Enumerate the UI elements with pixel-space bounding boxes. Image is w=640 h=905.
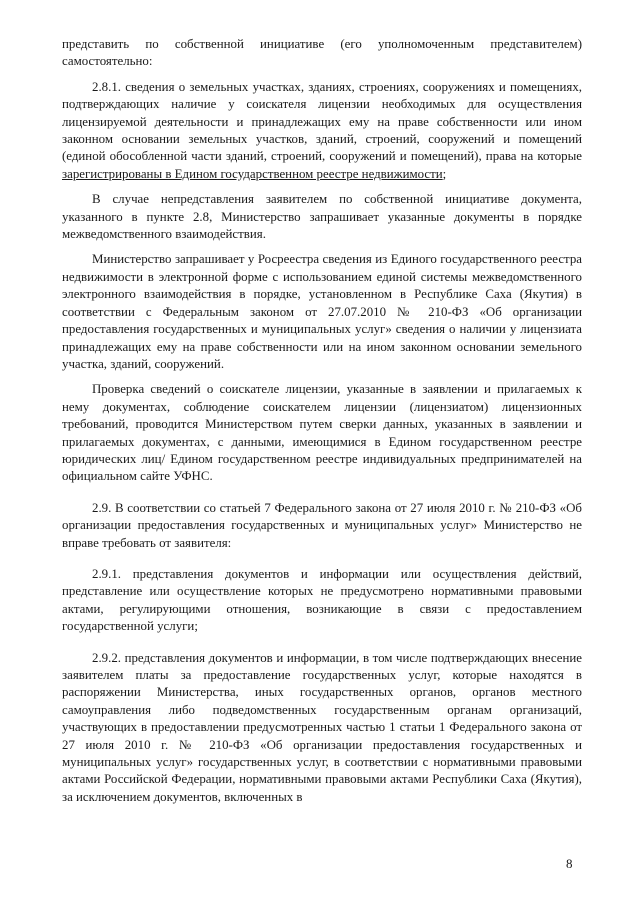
paragraph-2-9-1: 2.9.1. представления документов и информации или осуществления действий, представление или осуществление которых не предусмотрено нормативными правовыми актами, регулирующими отношения, возникающие в связи с предоставлением государственной услуги; bbox=[62, 566, 582, 634]
page-number: 8 bbox=[566, 856, 573, 871]
underlined-registry-phrase: зарегистрированы в Едином государственном реестре недвижимости bbox=[62, 166, 443, 181]
paragraph-2-8-1-tail: ; bbox=[442, 166, 447, 181]
paragraph-intro: представить по собственной инициативе (его уполномоченным представителем) самостоятельно: bbox=[62, 37, 582, 69]
paragraph-2-8-1-text: 2.8.1. сведения о земельных участках, зданиях, строениях, сооружениях и помещениях, подтверждающих наличие у соискателя лицензии необходимых для осуществления лицензируемой деятельности и принадлежащих ему на праве собственности или ином законном основании земельных участков, зданий, строений, сооружений и помещений (единой обособленной части зданий, строений, сооружений и помещений), права на которые bbox=[62, 79, 582, 164]
paragraph-2-9-2: 2.9.2. представления документов и информации, в том числе подтверждающих внесение заявителем платы за предоставление государственных услуг, которые находятся в распоряжении Министерства, иных государственных органов, органов местного самоуправления либо подведомственных государственным органам организаций, участвующих в предоставлении предусмотренных частью 1 статьи 1 Федерального закона от 27 июля 2010 г. № 210-ФЗ «Об организации предоставления государственных и муниципальных услуг» государственных услуг, в соответствии с нормативными правовыми актами Российской Федерации, нормативными правовыми актами Республики Саха (Якутия), за исключением документов, включенных в bbox=[62, 650, 582, 804]
paragraph-verification: Проверка сведений о соискателе лицензии, указанные в заявлении и прилагаемых к нему документах, соблюдение соискателем лицензии (лицензиатом) лицензионных требований, проводится Министерством путем сверки данных, указанных в заявлении и прилагаемых документах, с данными, имеющимися в Едином государственном реестре юридических лиц/ Едином государственном реестре индивидуальных предпринимателей на официальном сайте УФНС. bbox=[62, 382, 582, 484]
paragraph-2-9: 2.9. В соответствии со статьей 7 Федерального закона от 27 июля 2010 г. № 210-ФЗ «Об организации предоставления государственных и муниципальных услуг» Министерство не вправе требовать от заявителя: bbox=[62, 500, 582, 550]
paragraph-2-8-1 bbox=[62, 79, 582, 183]
paragraph-rosreestr-request: Министерство запрашивает у Росреестра сведения из Единого государственного реестра недвижимости в электронной форме с использованием единой системы межведомственного электронного взаимодействия в порядке, установленном в Республике Саха (Якутия) в соответствии с Федеральным законом от 27.07.2010 № 210-ФЗ «Об организации предоставления государственных и муниципальных услуг» сведения о наличии у лицензиата принадлежащих ему на праве собственности или на ином законном основании земельного участка, зданий, сооружений. bbox=[62, 252, 582, 371]
paragraph-non-submission: В случае непредставления заявителем по собственной инициативе документа, указанного в пункте 2.8, Министерство запрашивает указанные документы в порядке межведомственного взаимодействия. bbox=[62, 192, 582, 242]
